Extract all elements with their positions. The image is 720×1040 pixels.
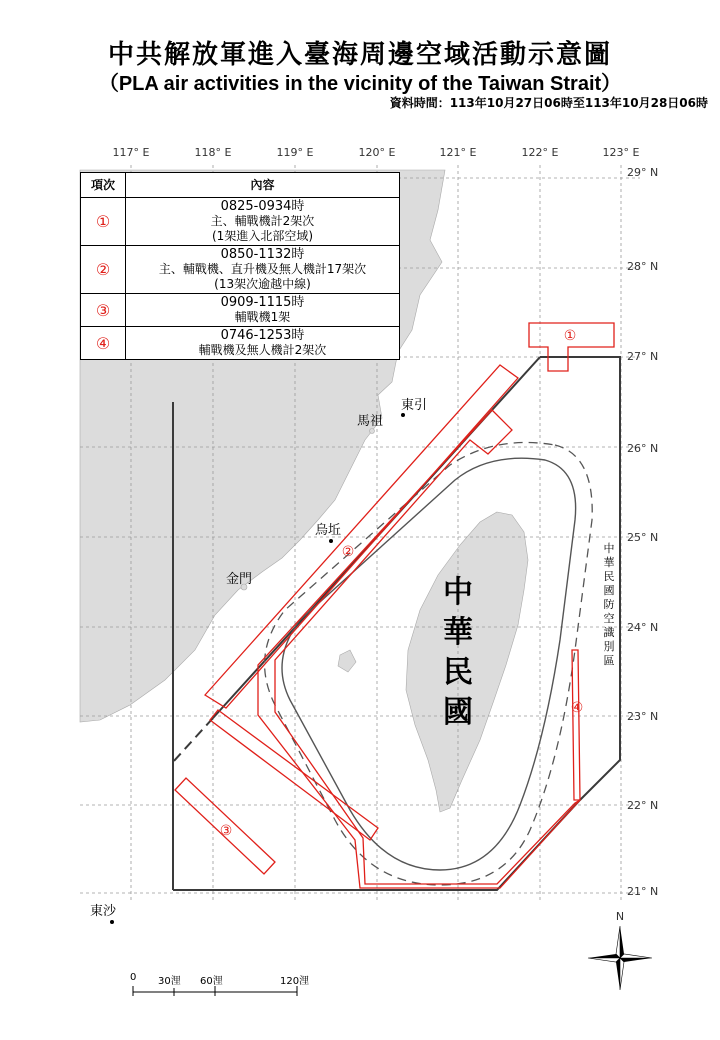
longitude-labels xyxy=(113,146,640,159)
adiz-char: 識 xyxy=(603,626,615,639)
lat-label: 26° N xyxy=(627,442,659,455)
scale-tick-label: 120浬 xyxy=(280,976,310,987)
legend-row-time: 0825-0934時 xyxy=(220,199,305,214)
scale-tick-label: 60浬 xyxy=(200,976,223,987)
adiz-char: 華 xyxy=(603,556,615,569)
legend-row-detail: 主、輔戰機、直升機及無人機計17架次 xyxy=(158,262,367,276)
compass-west-arrow xyxy=(588,954,620,958)
compass-north-arrow-light xyxy=(616,926,620,958)
lat-label: 25° N xyxy=(627,531,659,544)
place-dongyin: 東引 xyxy=(401,398,428,413)
legend-row-detail: 輔戰機及無人機計2架次 xyxy=(198,343,327,357)
compass-east-arrow xyxy=(620,958,652,962)
scale-tick-label: 30浬 xyxy=(158,976,181,987)
activity-legend-table xyxy=(80,172,400,360)
dongsha-dot xyxy=(110,920,114,924)
compass-south-arrow xyxy=(616,958,620,990)
median-line-extension xyxy=(173,718,213,762)
zone-2-marker: ② xyxy=(341,544,355,560)
lat-label: 29° N xyxy=(627,166,659,179)
legend-row-detail: 輔戰機1架 xyxy=(234,310,291,324)
adiz-char: 防 xyxy=(603,598,615,611)
lon-label: 123° E xyxy=(602,146,640,159)
legend-row-note: (13架次逾越中線) xyxy=(214,277,311,291)
place-kinmen: 金門 xyxy=(226,572,253,587)
lat-label: 27° N xyxy=(627,350,659,363)
roc-char: 中 xyxy=(443,575,473,610)
matsu-islet xyxy=(370,429,375,434)
legend-row xyxy=(81,246,400,294)
lon-label: 120° E xyxy=(358,146,396,159)
legend-row-time: 0909-1115時 xyxy=(220,295,305,310)
roc-char: 國 xyxy=(443,695,473,730)
zone-3-marker: ③ xyxy=(219,823,233,839)
compass-north-arrow xyxy=(620,926,624,958)
lon-label: 122° E xyxy=(521,146,559,159)
legend-row-content xyxy=(126,198,400,246)
legend-col-item: 項次 xyxy=(81,173,126,198)
zone-1-marker: ① xyxy=(563,328,577,344)
legend-row-time: 0850-1132時 xyxy=(220,247,305,262)
legend-row-number: ① xyxy=(81,198,126,246)
legend-row-time: 0746-1253時 xyxy=(220,328,305,343)
lat-label: 22° N xyxy=(627,799,659,812)
legend-row-number: ③ xyxy=(81,294,126,327)
compass-north-label: N xyxy=(615,910,625,923)
legend-row-number: ④ xyxy=(81,327,126,360)
lat-label: 21° N xyxy=(627,885,659,898)
scale-tick-label: 0 xyxy=(130,972,137,983)
scale-bar xyxy=(133,986,297,996)
roc-char: 民 xyxy=(443,655,473,690)
adiz-label xyxy=(604,541,615,667)
adiz-char: 空 xyxy=(603,612,615,625)
data-timestamp: 資料時間：113年10月27日06時至113年10月28日06時 xyxy=(389,96,708,110)
penghu-islands xyxy=(338,650,356,672)
lat-label: 24° N xyxy=(627,621,659,634)
legend-row-content xyxy=(126,327,400,360)
lon-label: 119° E xyxy=(276,146,314,159)
legend-row xyxy=(81,327,400,360)
wuqiu-dot xyxy=(329,539,333,543)
legend-row-number: ② xyxy=(81,246,126,294)
zone-4-marker: ④ xyxy=(570,700,584,716)
place-matsu: 馬祖 xyxy=(357,414,384,429)
legend-row-content xyxy=(126,294,400,327)
page-subtitle: （PLA air activities in the vicinity of the Taiwan Strait） xyxy=(98,73,622,95)
adiz-char: 中 xyxy=(603,542,615,555)
legend-row-note: (1架進入北部空域) xyxy=(212,229,313,243)
lat-label: 28° N xyxy=(627,260,659,273)
lon-label: 118° E xyxy=(194,146,232,159)
compass-rose xyxy=(588,910,652,990)
legend-row-content xyxy=(126,246,400,294)
compass-west-arrow-light xyxy=(588,958,620,962)
place-wuqiu: 烏坵 xyxy=(315,523,342,538)
legend-row-detail: 主、輔戰機計2架次 xyxy=(210,214,315,228)
adiz-char: 別 xyxy=(603,640,615,653)
adiz-char: 國 xyxy=(603,584,615,597)
lon-label: 121° E xyxy=(439,146,477,159)
roc-char: 華 xyxy=(443,615,473,650)
latitude-labels xyxy=(627,166,658,898)
compass-east-arrow-light xyxy=(620,954,652,958)
zone-2c-outline xyxy=(210,710,378,840)
legend-row xyxy=(81,294,400,327)
zone-4-outline xyxy=(572,650,580,800)
compass-south-arrow-light xyxy=(620,958,624,990)
adiz-char: 區 xyxy=(603,654,615,667)
lat-label: 23° N xyxy=(627,710,659,723)
legend-col-content: 內容 xyxy=(126,173,400,198)
page-title: 中共解放軍進入臺海周邊空域活動示意圖 xyxy=(107,40,612,70)
adiz-char: 民 xyxy=(603,570,615,583)
legend-header-row xyxy=(81,173,400,198)
place-dongsha: 東沙 xyxy=(90,904,117,919)
lon-label: 117° E xyxy=(112,146,150,159)
legend-row xyxy=(81,198,400,246)
dongyin-dot xyxy=(401,413,405,417)
